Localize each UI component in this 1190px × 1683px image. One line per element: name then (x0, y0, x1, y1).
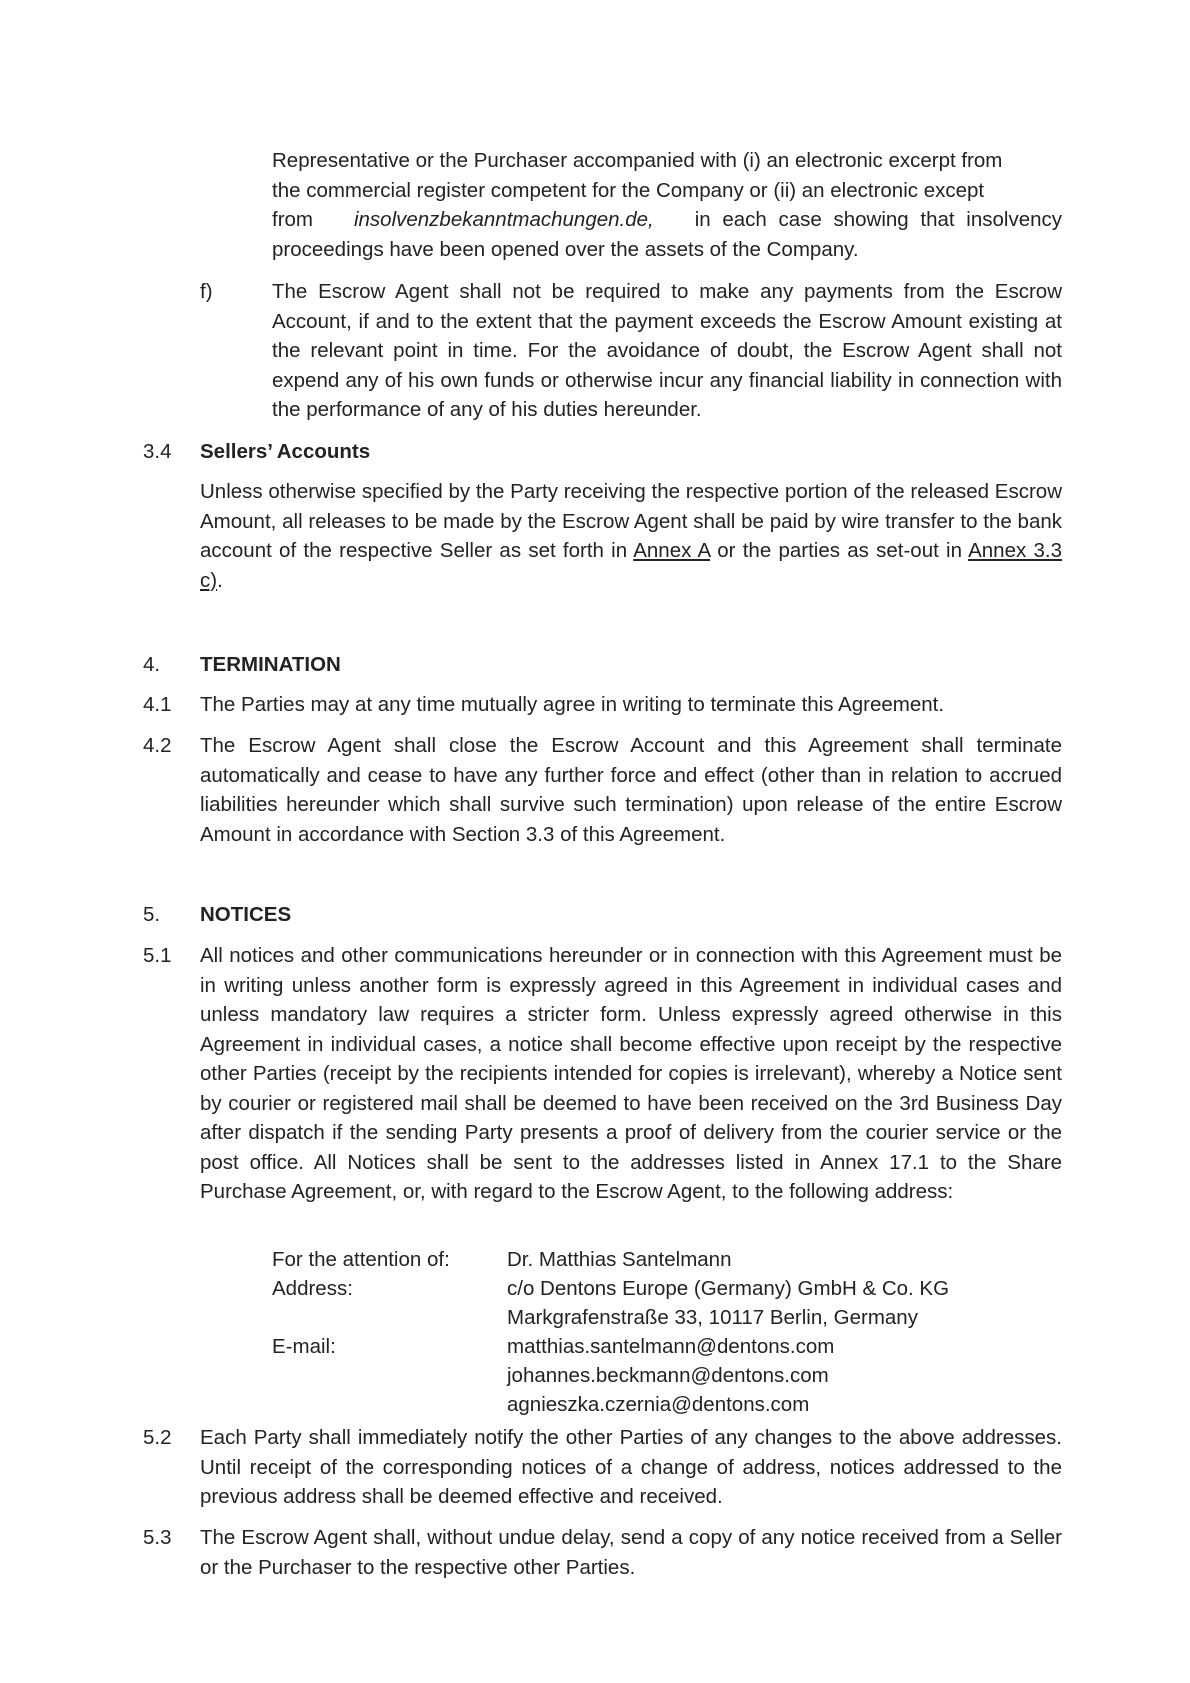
section-4-heading: TERMINATION (200, 653, 341, 676)
item-e-line-3-pre: from (272, 208, 313, 231)
section-5-heading: NOTICES (200, 903, 292, 926)
section-4-number: 4. (143, 653, 161, 676)
clause-4-2-text: The Escrow Agent shall close the Escrow Account and this Agreement shall terminate automatically and cease to have any further force and effect (other than in relation to accrued liabilities hereunder which shall survive such termination) upon release of the entire Escrow Amount in accordance with Section 3.3 of this Agreement. (200, 734, 1062, 846)
email-label: E-mail: (272, 1335, 336, 1358)
address-line-2: Markgrafenstraße 33, 10117 Berlin, Germany (507, 1306, 918, 1329)
attention-label: For the attention of: (272, 1248, 450, 1271)
address-row-email-3 (272, 1390, 1072, 1419)
section-3-4-text-mid: or the parties as set-out in (717, 539, 962, 562)
item-e-line-2: the commercial register competent for the Company or (ii) an electronic except (272, 178, 985, 202)
address-row-attention (272, 1245, 1072, 1274)
address-line-1: c/o Dentons Europe (Germany) GmbH & Co. KG (507, 1277, 950, 1300)
clause-5-2-number: 5.2 (143, 1426, 172, 1449)
section-3-4-text-pre: Unless otherwise specified by the Party receiving the respective portion of the released Escrow Amount, all releases to be made by the Escrow Agent shall be paid by wire transfer to the bank account of the respective Seller as set forth in (200, 480, 1062, 562)
item-f-text: The Escrow Agent shall not be required to make any payments from the Escrow Account, if and to the extent that the payment exceeds the Escrow Amount existing at the relevant point in time. For the avoidance of doubt, the Escrow Agent shall not expend any of his own funds or otherwise incur any financial liability in connection with the performance of any of his duties hereunder. (272, 280, 1062, 421)
annex-3-3-c-reference: Annex 3.3 c) (200, 539, 1062, 592)
item-e-line-4: proceedings have been opened over the assets of the Company. (272, 237, 859, 261)
clause-5-2-text: Each Party shall immediately notify the other Parties of any changes to the above addresses. Until receipt of the corresponding notices of a change of address, notices addressed to the previous address shall be deemed effective and received. (200, 1426, 1062, 1508)
email-address: matthias.santelmann@dentons.com (507, 1335, 835, 1358)
section-5-number: 5. (143, 903, 161, 926)
address-row-email (272, 1332, 1072, 1361)
section-3-4-text (200, 477, 1062, 595)
clause-5-1-number: 5.1 (143, 944, 172, 967)
clause-5-1-text: All notices and other communications hereunder or in connection with this Agreement must be in writing unless another form is expressly agreed in this Agreement in individual cases and unless mandatory law requires a stricter form. Unless expressly agreed otherwise in this Agreement in individual cases, a notice shall become effective upon receipt by the respective other Parties (receipt by the recipients intended for copies is irrelevant), whereby a Notice sent by courier or registered mail shall be deemed to have been received on the 3rd Business Day after dispatch if the sending Party presents a proof of delivery from the courier service or the post office. All Notices shall be sent to the addresses listed in Annex 17.1 to the Share Purchase Agreement, or, with regard to the Escrow Agent, to the following address: (200, 944, 1062, 1203)
section-3-4-number: 3.4 (143, 440, 172, 463)
address-row-street (272, 1303, 1072, 1332)
section-3-4-text-post: . (217, 568, 223, 592)
email-address: johannes.beckmann@dentons.com (507, 1364, 829, 1387)
item-e-line-3 (272, 205, 1062, 235)
clause-4-1-number: 4.1 (143, 693, 172, 716)
clause-5-3-number: 5.3 (143, 1526, 172, 1549)
clause-4-1-text: The Parties may at any time mutually agree in writing to terminate this Agreement. (200, 693, 945, 716)
attention-value: Dr. Matthias Santelmann (507, 1248, 732, 1271)
address-row-email-2 (272, 1361, 1072, 1390)
item-e-continuation (272, 146, 1062, 264)
address-row-address (272, 1274, 1072, 1303)
clause-4-2-number: 4.2 (143, 734, 172, 757)
item-f-label: f) (200, 280, 213, 303)
item-e-line-3-post: in each case showing that insolvency (694, 208, 1062, 231)
clause-5-3-text: The Escrow Agent shall, without undue delay, send a copy of any notice received from a Seller or the Purchaser to the respective other Parties. (200, 1526, 1062, 1579)
section-3-4-heading: Sellers’ Accounts (200, 440, 371, 463)
address-label: Address: (272, 1277, 353, 1300)
annex-a-reference: Annex A (633, 539, 711, 562)
item-e-line-1: Representative or the Purchaser accompanied with (i) an electronic excerpt from (272, 149, 1003, 172)
insolvency-website-reference: insolvenzbekanntmachungen.de, (353, 208, 654, 231)
email-address: agnieszka.czernia@dentons.com (507, 1393, 810, 1416)
